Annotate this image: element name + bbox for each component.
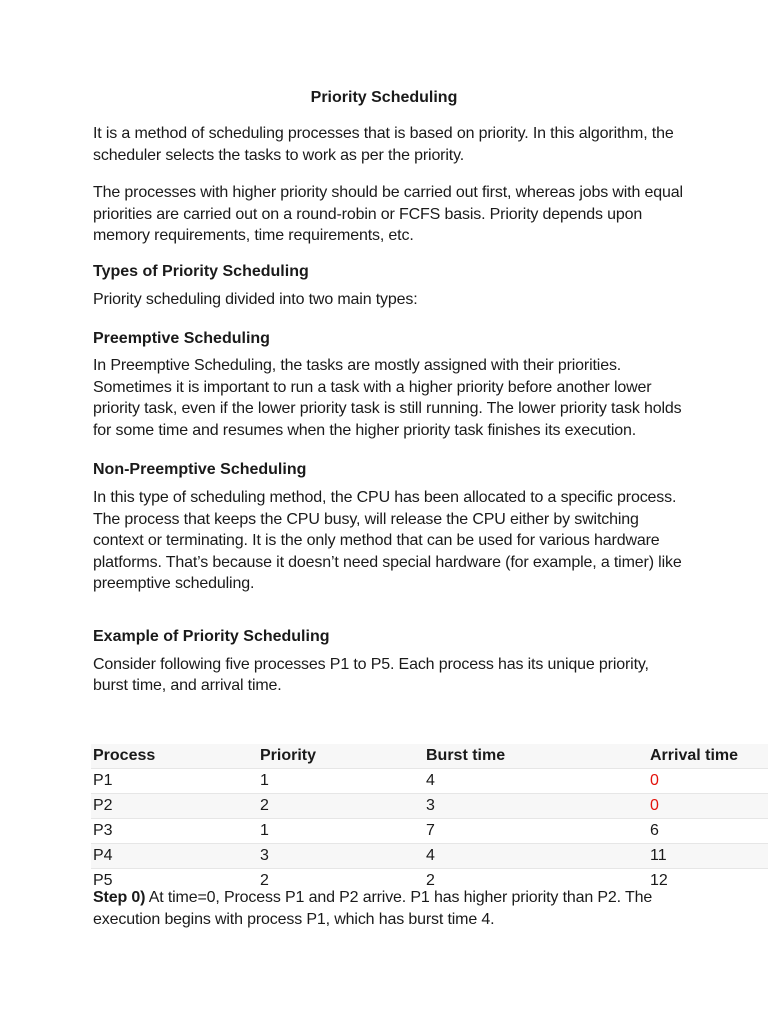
- cell-arrival-time: 12: [648, 869, 768, 894]
- cell-process: P2: [91, 794, 258, 819]
- non-preemptive-paragraph: In this type of scheduling method, the CPU has been allocated to a specific process. The process that keeps the CPU busy, will release the CPU either by switching context or terminating. It is the only method that can be used for various hardware platforms. That’s because it doesn’t need special hardware (for example, a timer) like preemptive scheduling.: [93, 489, 682, 592]
- table-row: [91, 769, 768, 794]
- process-table: [91, 744, 768, 893]
- cell-burst-time: 4: [424, 769, 648, 794]
- table-row: [91, 819, 768, 844]
- page-title: Priority Scheduling: [310, 89, 458, 106]
- step-text: At time=0, Process P1 and P2 arrive. P1 has higher priority than P2. The execution begins with process P1, which has burst time 4.: [93, 889, 653, 928]
- cell-arrival-time: 11: [648, 844, 768, 869]
- preemptive-paragraph: In Preemptive Scheduling, the tasks are mostly assigned with their priorities. Sometimes it is important to run a task with a higher priority before another lower priority task, even if the lower priority task is still running. The lower priority task holds for some time and resumes when the higher priority task finishes its execution.: [93, 357, 682, 439]
- cell-priority: 1: [258, 769, 424, 794]
- cell-process: P5: [91, 869, 258, 894]
- header-priority: Priority: [260, 747, 317, 764]
- preemptive-heading: Preemptive Scheduling: [93, 330, 270, 347]
- cell-arrival-time: 6: [648, 819, 768, 844]
- cell-burst-time: 3: [424, 794, 648, 819]
- cell-arrival-time: 0: [648, 794, 768, 819]
- example-paragraph: Consider following five processes P1 to P5. Each process has its unique priority, burst time, and arrival time.: [93, 655, 649, 694]
- types-heading: Types of Priority Scheduling: [93, 262, 309, 280]
- cell-priority: 2: [258, 869, 424, 894]
- step-0-paragraph: [93, 887, 693, 931]
- table-header-row: [91, 744, 768, 769]
- example-heading: Example of Priority Scheduling: [93, 627, 330, 645]
- cell-arrival-time: 0: [648, 769, 768, 794]
- table-row: [91, 794, 768, 819]
- cell-process: P4: [91, 844, 258, 869]
- cell-process: P3: [91, 819, 258, 844]
- intro-paragraph-2: The processes with higher priority should be carried out first, whereas jobs with equal priorities are carried out on a round-robin or FCFS basis. Priority depends upon memory requirements, time requirements, etc.: [93, 184, 683, 244]
- cell-process: P1: [91, 769, 258, 794]
- types-paragraph: Priority scheduling divided into two main types:: [93, 290, 418, 308]
- header-process: Process: [93, 747, 156, 764]
- header-arrival-time: Arrival time: [650, 747, 739, 764]
- table-row: [91, 844, 768, 869]
- cell-priority: 3: [258, 844, 424, 869]
- intro-paragraph-1: It is a method of scheduling processes that is based on priority. In this algorithm, the scheduler selects the tasks to work as per the priority.: [93, 125, 674, 164]
- header-burst-time: Burst time: [426, 747, 506, 764]
- document-body: [93, 86, 683, 714]
- cell-burst-time: 4: [424, 844, 648, 869]
- cell-priority: 2: [258, 794, 424, 819]
- cell-priority: 1: [258, 819, 424, 844]
- step-label: Step 0): [93, 889, 146, 906]
- cell-burst-time: 2: [424, 869, 648, 894]
- non-preemptive-heading: Non-Preemptive Scheduling: [93, 461, 307, 478]
- cell-burst-time: 7: [424, 819, 648, 844]
